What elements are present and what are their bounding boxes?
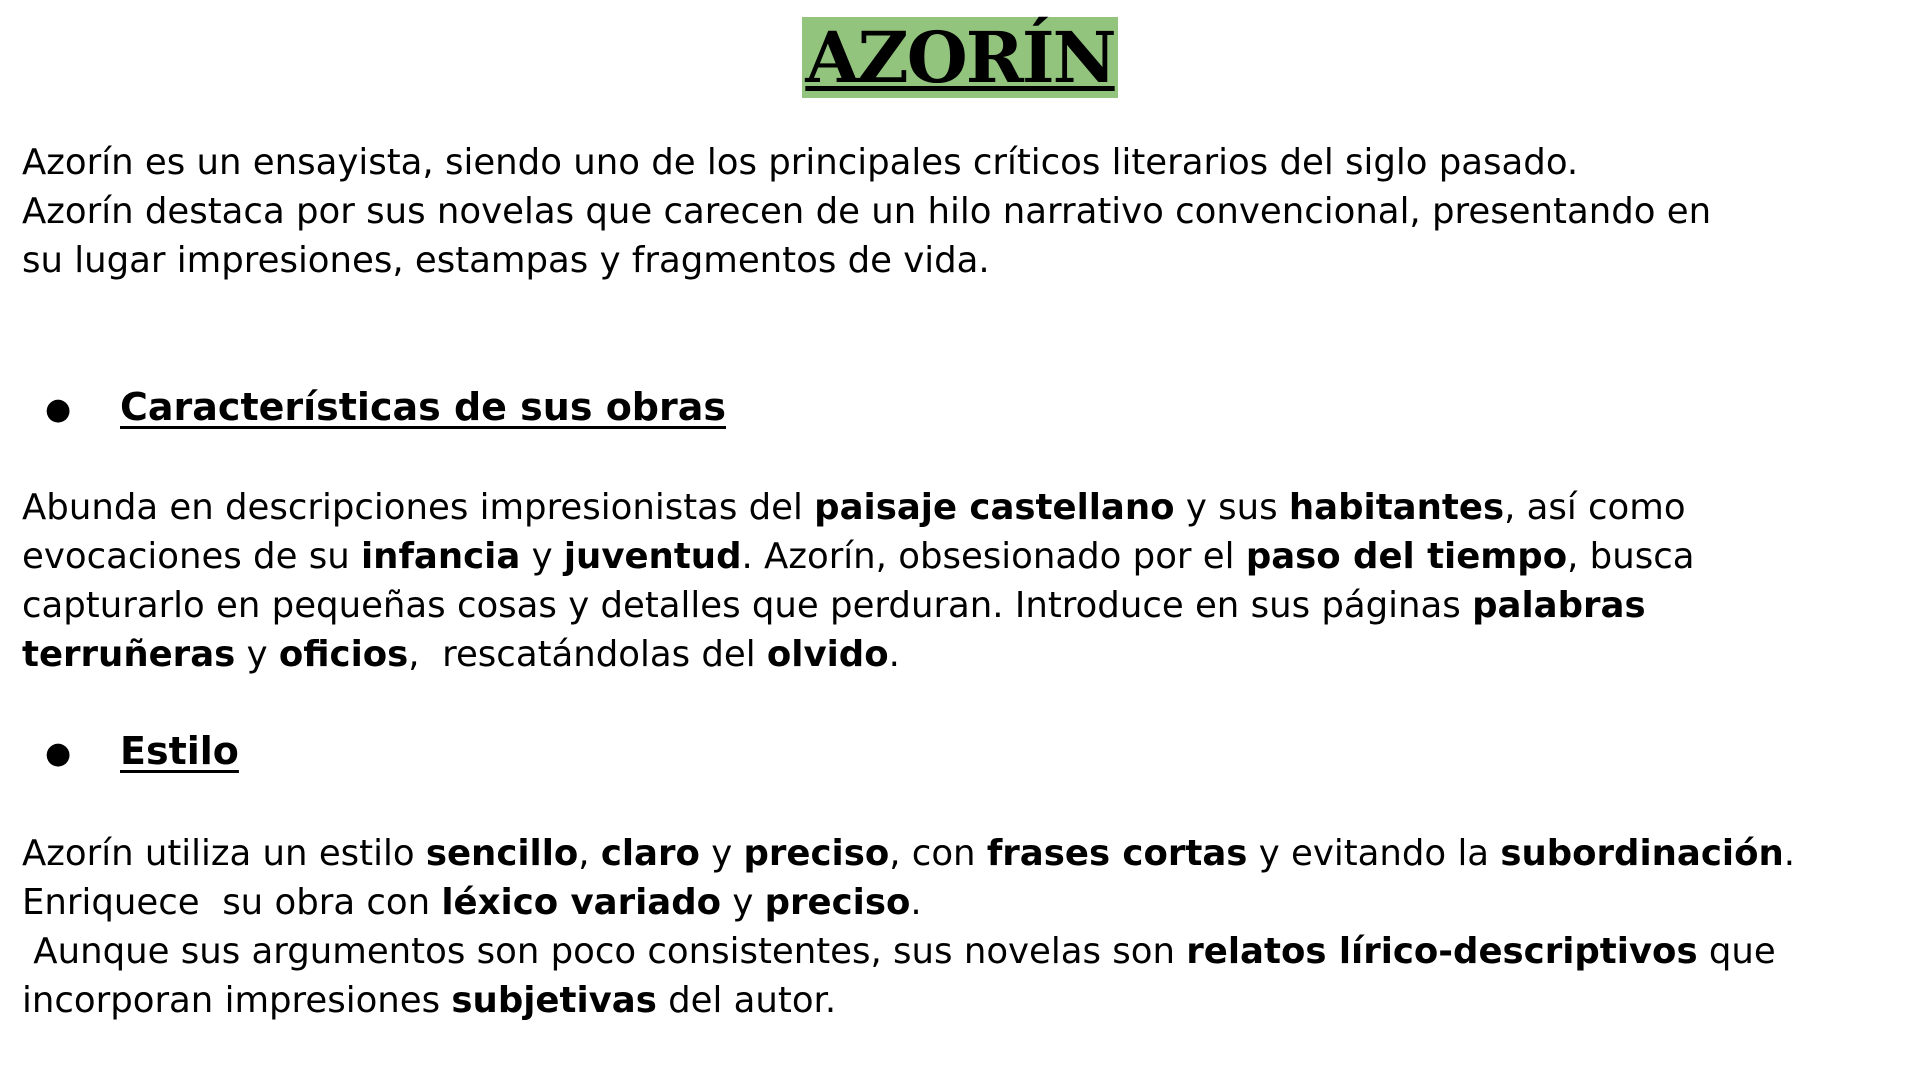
- text-run: del autor.: [656, 980, 837, 1021]
- intro-line-3: su lugar impresiones, estampas y fragmentos de vida.: [22, 240, 990, 281]
- bold-text: terruñeras: [22, 634, 236, 675]
- intro-line-2: Azorín destaca por sus novelas que carecen de un hilo narrativo convencional, presentando en: [22, 191, 1712, 232]
- bold-text: frases cortas: [986, 833, 1248, 874]
- section-heading-label: Características de sus obras: [120, 385, 726, 429]
- text-run: .: [1783, 833, 1796, 874]
- bold-text: juventud: [563, 536, 742, 577]
- text-run: . Azorín, obsesionado por el: [741, 536, 1246, 577]
- bold-text: relatos lírico-descriptivos: [1186, 931, 1698, 972]
- text-run: , con: [889, 833, 987, 874]
- text-run: evocaciones de su: [22, 536, 362, 577]
- bold-text: palabras: [1472, 585, 1646, 626]
- bold-text: subordinación: [1500, 833, 1784, 874]
- characteristics-line-4: [22, 630, 1902, 679]
- style-paragraph: [22, 829, 1902, 1025]
- text-run: , busca: [1567, 536, 1695, 577]
- text-run: , así como: [1504, 487, 1686, 528]
- bold-text: léxico variado: [441, 882, 722, 923]
- page-title: AZORÍN: [802, 17, 1117, 98]
- title-container: [0, 17, 1920, 98]
- text-run: .: [888, 634, 900, 675]
- text-run: y: [699, 833, 744, 874]
- section-heading-characteristics: [45, 382, 726, 435]
- text-run: y: [520, 536, 564, 577]
- bullet-icon: ●: [45, 391, 72, 427]
- style-line-2: [22, 878, 1902, 927]
- style-line-3: [22, 927, 1902, 976]
- bold-text: oficios: [278, 634, 409, 675]
- bold-text: sencillo: [425, 833, 579, 874]
- section-heading-label: Estilo: [120, 729, 239, 773]
- characteristics-paragraph: [22, 483, 1902, 679]
- bold-text: paisaje castellano: [814, 487, 1175, 528]
- bold-text: infancia: [361, 536, 521, 577]
- section-heading-style: [45, 726, 239, 779]
- bold-text: paso del tiempo: [1245, 536, 1568, 577]
- bold-text: claro: [600, 833, 700, 874]
- text-run: Aunque sus argumentos son poco consistentes, sus novelas son: [22, 931, 1187, 972]
- text-run: y: [721, 882, 765, 923]
- text-run: y sus: [1174, 487, 1289, 528]
- text-run: .: [910, 882, 922, 923]
- text-run: Azorín utiliza un estilo: [22, 833, 426, 874]
- bold-text: habitantes: [1288, 487, 1505, 528]
- style-line-4: [22, 976, 1902, 1025]
- characteristics-line-1: [22, 483, 1902, 532]
- bullet-icon: ●: [45, 735, 72, 771]
- text-run: capturarlo en pequeñas cosas y detalles que perduran. Introduce en sus páginas: [22, 585, 1473, 626]
- text-run: incorporan impresiones: [22, 980, 452, 1021]
- text-run: Enriquece su obra con: [22, 882, 442, 923]
- text-run: , rescatándolas del: [408, 634, 767, 675]
- intro-paragraph: [22, 138, 1902, 285]
- bold-text: olvido: [766, 634, 889, 675]
- characteristics-line-2: [22, 532, 1902, 581]
- intro-line-1: Azorín es un ensayista, siendo uno de los principales críticos literarios del siglo pasado.: [22, 142, 1579, 183]
- text-run: ,: [578, 833, 601, 874]
- characteristics-line-3: [22, 581, 1902, 630]
- text-run: y evitando la: [1247, 833, 1501, 874]
- bold-text: preciso: [743, 833, 890, 874]
- bold-text: preciso: [764, 882, 911, 923]
- bold-text: subjetivas: [451, 980, 657, 1021]
- text-run: y: [235, 634, 279, 675]
- text-run: Abunda en descripciones impresionistas del: [22, 487, 815, 528]
- style-line-1: [22, 829, 1902, 878]
- text-run: que: [1697, 931, 1776, 972]
